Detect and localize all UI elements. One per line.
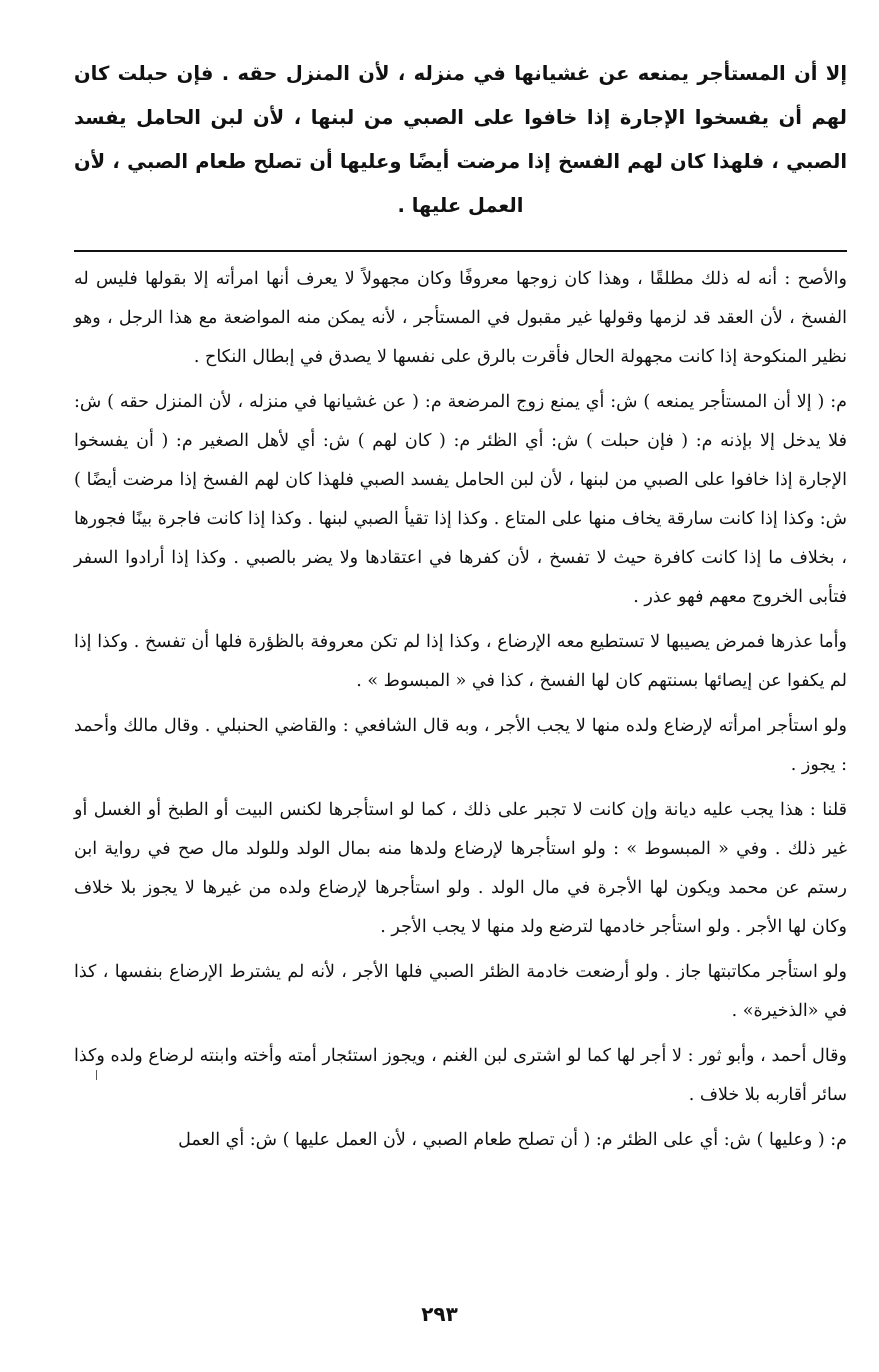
section-divider bbox=[74, 250, 847, 252]
commentary-paragraph: ولو استأجر امرأته لإرضاع ولده منها لا يجب الأجر ، وبه قال الشافعي : والقاضي الحنبلي . وقال مالك وأحمد : يجوز . bbox=[74, 716, 847, 775]
margin-mark bbox=[96, 1070, 97, 1080]
commentary-paragraph: وأما عذرها فمرض يصيبها لا تستطيع معه الإرضاع ، وكذا إذا لم تكن معروفة بالظؤرة فلها أن تفسخ . وكذا إذا لم يكفوا عن إيصائها بسنتهم كان لها الفسخ ، كذا في « المبسوط » . bbox=[74, 632, 847, 691]
commentary-section bbox=[74, 260, 847, 1160]
commentary-paragraph: والأصح : أنه له ذلك مطلقًا ، وهذا كان زوجها معروفًا وكان مجهولاً لا يعرف أنها امرأته إلا بقولها فليس له الفسخ ، لأن العقد قد لزمها وقولها غير مقبول في المستأجر ، لأنه يمكن منه المواضعة مع هذا الرجل ، وهو نظير المنكوحة إذا كانت مجهولة الحال فأقرت بالرق على نفسها لا يصدق في إبطال النكاح . bbox=[74, 269, 847, 367]
page-body bbox=[74, 52, 847, 1166]
commentary-paragraph: ولو استأجر مكاتبتها جاز . ولو أرضعت خادمة الظئر الصبي فلها الأجر ، لأنه لم يشترط الإرضاع بنفسها ، كذا في «الذخيرة» . bbox=[74, 962, 847, 1021]
commentary-paragraph: م: ( إلا أن المستأجر يمنعه ) ش: أي يمنع زوج المرضعة م: ( عن غشيانها في منزله ، لأن المنزل حقه ) ش: فلا يدخل إلا بإذنه م: ( فإن حبلت ) ش: أي الظئر م: ( كان لهم ) ش: أي لأهل الصغير م: ( أن يفسخوا الإجارة إذا خافوا على الصبي من لبنها ، لأن لبن الحامل يفسد الصبي فلهذا كان لهم الفسخ إذا مرضت أيضًا ) ش: وكذا إذا كانت سارقة يخاف منها على المتاع . وكذا إذا تقيأ الصبي لبنها . وكذا إذا كانت فاجرة بينًا فجورها ، بخلاف ما إذا كانت كافرة حيث لا تفسخ ، لأن كفرها في اعتقادها ولا يضر بالصبي . وكذا إذا أرادوا السفر فتأبى الخروج معهم فهو عذر . bbox=[74, 392, 847, 607]
commentary-paragraph: م: ( وعليها ) ش: أي على الظئر م: ( أن تصلح طعام الصبي ، لأن العمل عليها ) ش: أي العمل bbox=[178, 1130, 847, 1150]
commentary-paragraph: وقال أحمد ، وأبو ثور : لا أجر لها كما لو اشترى لبن الغنم ، ويجوز استئجار أمته وأخته وابنته لرضاع ولده وكذا سائر أقاربه بلا خلاف . bbox=[74, 1046, 848, 1105]
page-number: ٢٩٣ bbox=[421, 1302, 458, 1326]
commentary-paragraph: قلنا : هذا يجب عليه ديانة وإن كانت لا تجبر على ذلك ، كما لو استأجرها لكنس البيت أو الطبخ أو الغسل أو غير ذلك . وفي « المبسوط » : ولو استأجرها لإرضاع ولدها منه بمال الولد وللولد مال صح في رواية ابن رستم عن محمد ويكون لها الأجرة في مال الولد . ولو استأجرها لإرضاع ولده من غيرها لا يجوز بلا خلاف وكان لها الأجر . ولو استأجر خادمها لترضع ولد منها لا يجب الأجر . bbox=[74, 800, 847, 937]
main-text-block: إلا أن المستأجر يمنعه عن غشيانها في منزله ، لأن المنزل حقه . فإن حبلت كان لهم أن يفسخوا الإجارة إذا خافوا على الصبي من لبنها ، لأن لبن الحامل يفسد الصبي ، فلهذا كان لهم الفسخ إذا مرضت أيضًا وعليها أن تصلح طعام الصبي ، لأن العمل عليها . bbox=[74, 62, 847, 217]
